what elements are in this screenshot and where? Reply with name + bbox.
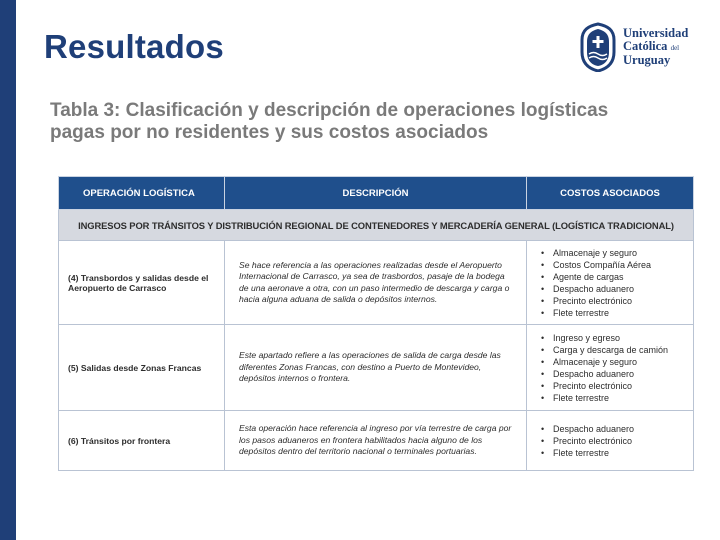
cost-item: • Despacho aduanero <box>541 423 693 435</box>
cost-item: • Despacho aduanero <box>541 283 693 295</box>
operation-cell: (6) Tránsitos por frontera <box>59 411 225 471</box>
header-costs: COSTOS ASOCIADOS <box>527 177 694 210</box>
cost-item: • Ingreso y egreso <box>541 332 693 344</box>
slide-title: Resultados <box>44 28 224 65</box>
left-accent-bar <box>0 0 16 540</box>
cost-item: • Flete terrestre <box>541 307 693 319</box>
cost-item: • Despacho aduanero <box>541 368 693 380</box>
cost-item: • Almacenaje y seguro <box>541 247 693 259</box>
table-caption: Tabla 3: Clasificación y descripción de operaciones logísticas pagas por no residentes y sus costos asociados <box>50 100 609 143</box>
table-header-row <box>59 177 694 210</box>
cost-item: • Agente de cargas <box>541 271 693 283</box>
group-label: INGRESOS POR TRÁNSITOS Y DISTRIBUCIÓN REGIONAL DE CONTENEDORES Y MERCADERÍA GENERAL (LOGÍSTICA TRADICIONAL) <box>59 210 694 241</box>
costs-cell <box>527 411 694 471</box>
description-cell: Esta operación hace referencia al ingreso por vía terrestre de carga por los pasos aduaneros en frontera habilitados hacia alguno de los depósitos dentro del territorio nacional o terminales portuarias. <box>225 411 527 471</box>
header-description: DESCRIPCIÓN <box>225 177 527 210</box>
cost-item: • Flete terrestre <box>541 447 693 459</box>
cost-item: • Flete terrestre <box>541 392 693 404</box>
costs-cell <box>527 241 694 325</box>
table-row <box>59 411 694 471</box>
operation-cell: (5) Salidas desde Zonas Francas <box>59 325 225 411</box>
cost-item: • Precinto electrónico <box>541 380 693 392</box>
description-cell: Se hace referencia a las operaciones realizadas desde el Aeropuerto Internacional de Carrasco, ya sea de trasbordos, pasaje de la bodega de una aeronave a otra, con un paso intermedio de descarga y carga o hacia alguna aduana de salida o depósitos internos. <box>225 241 527 325</box>
costs-list <box>541 332 693 404</box>
header-operation: OPERACIÓN LOGÍSTICA <box>59 177 225 210</box>
cost-item: • Costos Compañía Aérea <box>541 259 693 271</box>
logo-line-universidad: Universidad <box>623 26 689 41</box>
description-cell: Este apartado refiere a las operaciones de salida de carga desde las diferentes Zonas Francas, con destino a Puerto de Montevideo, depósitos internos o frontera. <box>225 325 527 411</box>
university-logo <box>580 22 688 72</box>
shield-emblem-icon <box>580 22 616 72</box>
cost-item: • Precinto electrónico <box>541 435 693 447</box>
group-row <box>59 210 694 241</box>
logo-line-catolica: Católica del <box>623 38 680 53</box>
table-row <box>59 325 694 411</box>
cost-item: • Carga y descarga de camión <box>541 344 693 356</box>
logo-line-uruguay: Uruguay <box>623 53 671 68</box>
cost-item: • Precinto electrónico <box>541 295 693 307</box>
cost-item: • Almacenaje y seguro <box>541 356 693 368</box>
operation-cell: (4) Transbordos y salidas desde el Aeropuerto de Carrasco <box>59 241 225 325</box>
logistics-operations-table <box>58 176 694 471</box>
costs-list <box>541 423 693 459</box>
table-row <box>59 241 694 325</box>
costs-list <box>541 247 693 319</box>
costs-cell <box>527 325 694 411</box>
